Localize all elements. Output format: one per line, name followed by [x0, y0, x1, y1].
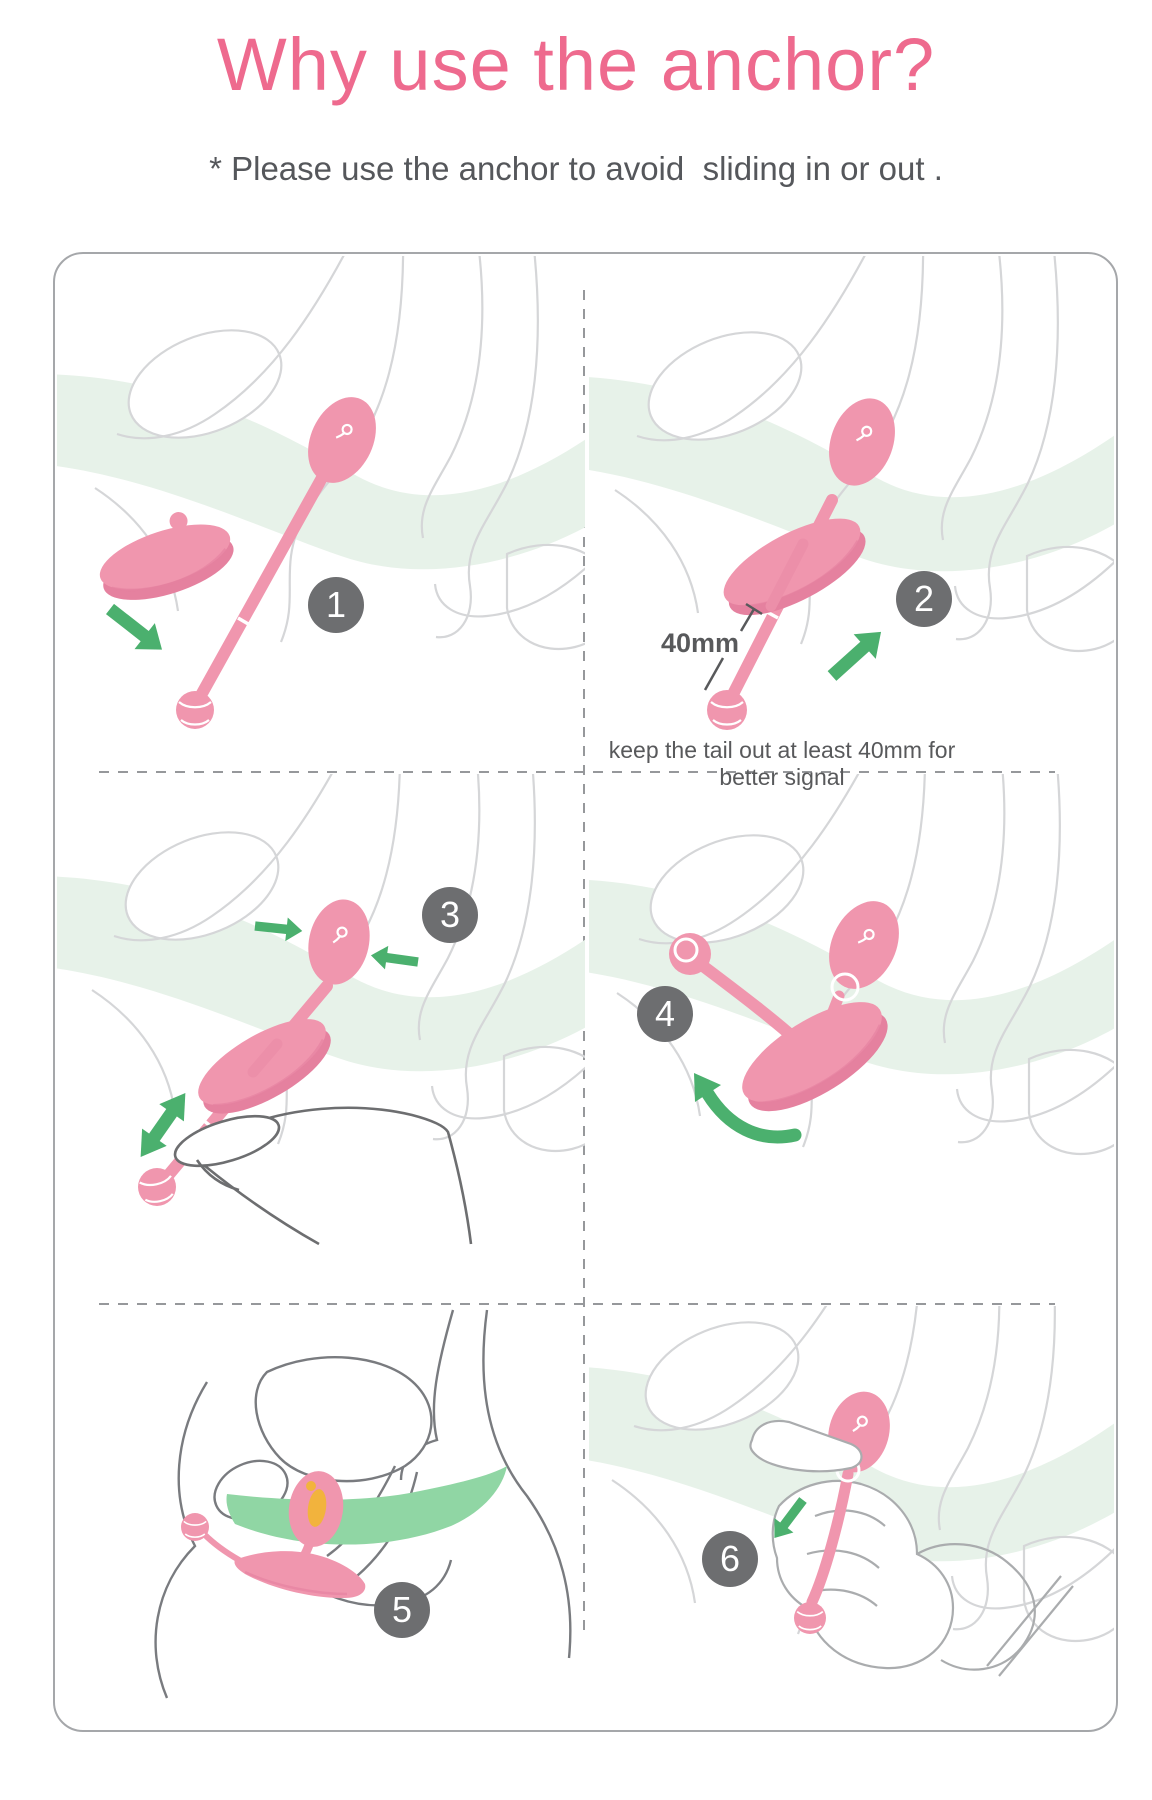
step-2-badge: 2: [896, 571, 952, 627]
panel-2-illustration: [535, 254, 1116, 730]
signal-glow-dot: [306, 1481, 316, 1491]
page-title: Why use the anchor?: [216, 23, 936, 106]
signal-caption: keep the tail out at least 40mm for better signal: [608, 737, 956, 790]
panel-4-illustration: [537, 739, 1116, 1154]
step-1-badge: 1: [308, 577, 364, 633]
tail-ball: [138, 1168, 176, 1206]
step-5-badge: 5: [374, 1582, 430, 1638]
diagram-illustrations: [55, 254, 1116, 1730]
step-4-badge: 4: [637, 986, 693, 1042]
arrow-up-right-icon: [821, 620, 892, 689]
step-6-badge: 6: [702, 1531, 758, 1587]
panel-3-illustration: [55, 736, 614, 1244]
fingertip: [170, 1106, 285, 1176]
arrow-left-icon: [369, 944, 419, 974]
panel-5-illustration: [156, 1310, 571, 1698]
measurement-label: 40mm: [661, 628, 740, 658]
step-3-badge: 3: [422, 887, 478, 943]
pelvis-anatomy-outline: [535, 254, 1116, 651]
panel-1-illustration: [55, 254, 617, 729]
panel-6-illustration: [532, 1226, 1116, 1676]
device-tail: [204, 1534, 239, 1560]
page-subtitle: * Please use the anchor to avoid sliding in or out .: [209, 150, 943, 187]
anchor-disc: [88, 499, 241, 613]
anchor-disc: [234, 1551, 365, 1598]
diagram-board: [53, 252, 1118, 1732]
arrow-down-right-icon: [100, 596, 172, 663]
tail-ball: [176, 691, 214, 729]
